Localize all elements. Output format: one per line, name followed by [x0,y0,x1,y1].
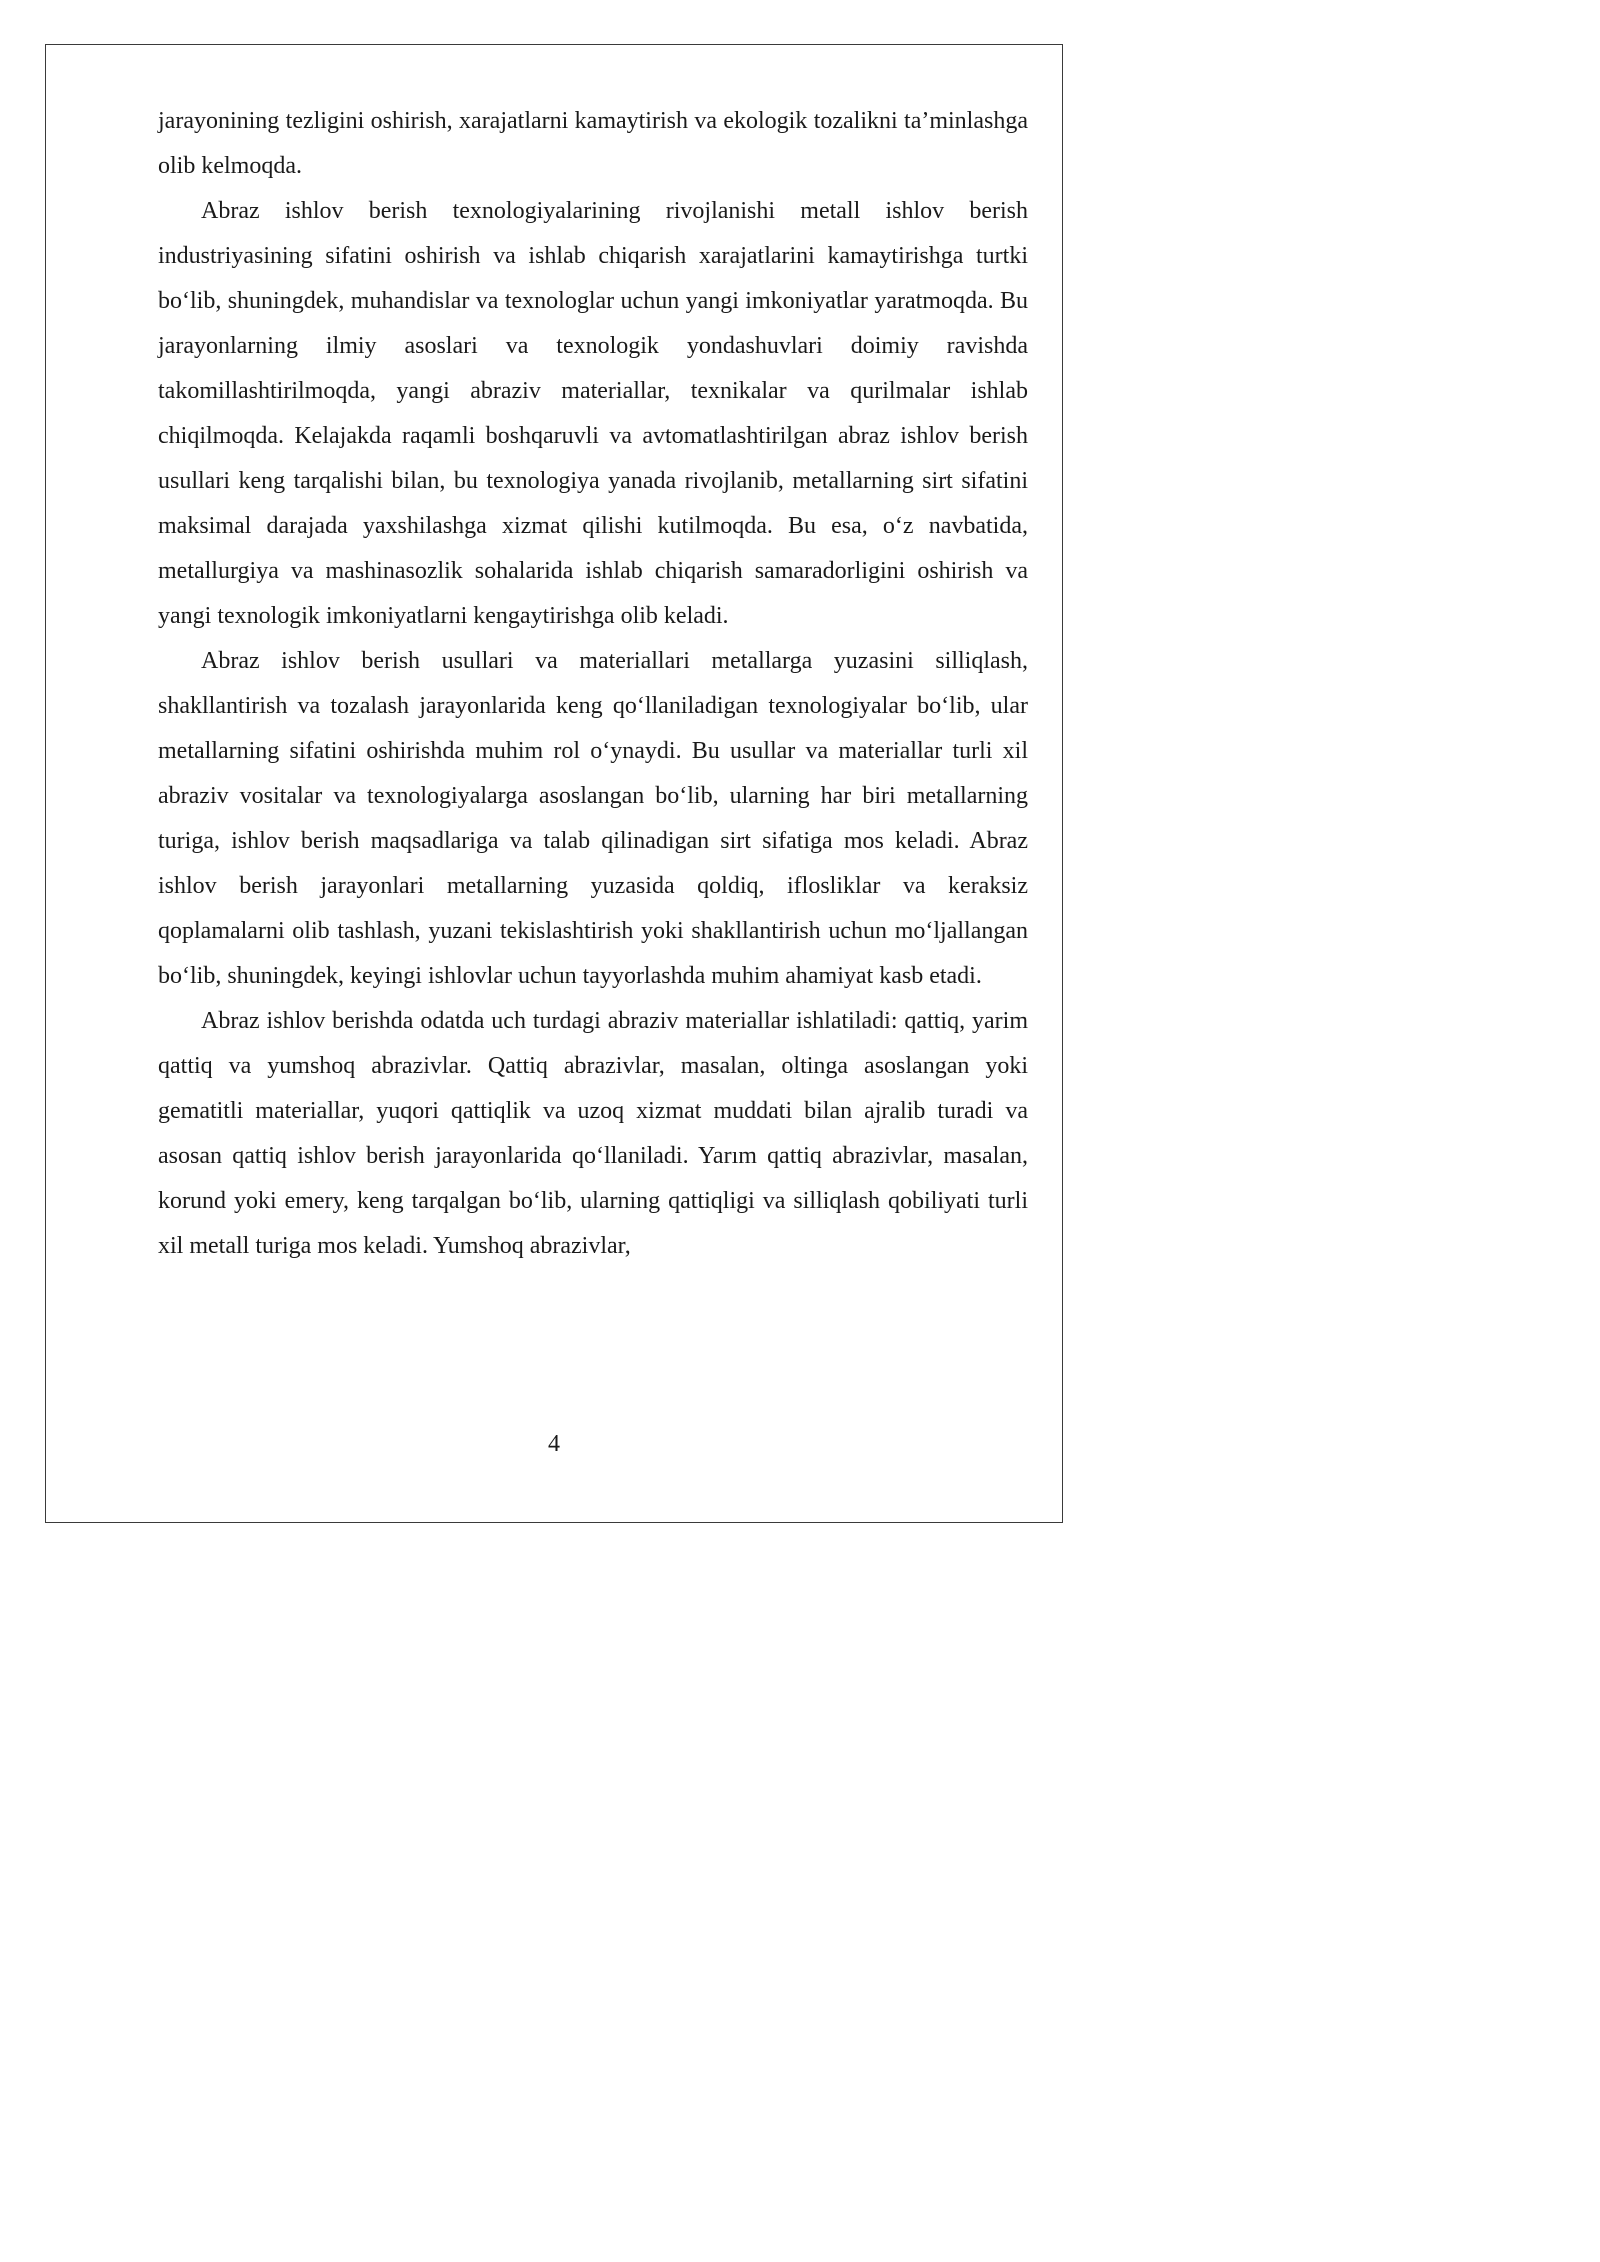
page-number: 4 [548,1431,560,1457]
paragraph: Abraz ishlov berish usullari va materiallari metallarga yuzasini silliqlash, shakllantirish va tozalash jarayonlarida keng qo‘llaniladigan texnologiyalar bo‘lib, ular metallarning sifatini oshirishda muhim rol o‘ynaydi. Bu usullar va materiallar turli xil abraziv vositalar va texnologiyalarga asoslangan bo‘lib, ularning har biri metallarning turiga, ishlov berish maqsadlariga va talab qilinadigan sirt sifatiga mos keladi. Abraz ishlov berish jarayonlari metallarning yuzasida qoldiq, iflosliklar va keraksiz qoplamalarni olib tashlash, yuzani tekislashtirish yoki shakllantirish uchun mo‘ljallangan bo‘lib, shuningdek, keyingi ishlovlar uchun tayyorlashda muhim ahamiyat kasb etadi. [158,648,1028,989]
body-text [158,99,1028,1269]
paragraph-continued: jarayonining tezligini oshirish, xarajatlarni kamaytirish va ekologik tozalikni ta’minlashga olib kelmoqda. [158,108,1028,179]
paragraph: Abraz ishlov berishda odatda uch turdagi abraziv materiallar ishlatiladi: qattiq, yarim qattiq va yumshoq abrazivlar. Qattiq abrazivlar, masalan, oltinga asoslangan yoki gematitli materiallar, yuqori qattiqlik va uzoq xizmat muddati bilan ajralib turadi va asosan qattiq ishlov berish jarayonlarida qo‘llaniladi. Yarım qattiq abrazivlar, masalan, korund yoki emery, keng tarqalgan bo‘lib, ularning qattiqligi va silliqlash qobiliyati turli xil metall turiga mos keladi. Yumshoq abrazivlar, [158,1008,1028,1259]
paragraph: Abraz ishlov berish texnologiyalarining rivojlanishi metall ishlov berish industriyasining sifatini oshirish va ishlab chiqarish xarajatlarini kamaytirishga turtki bo‘lib, shuningdek, muhandislar va texnologlar uchun yangi imkoniyatlar yaratmoqda. Bu jarayonlarning ilmiy asoslari va texnologik yondashuvlari doimiy ravishda takomillashtirilmoqda, yangi abraziv materiallar, texnikalar va qurilmalar ishlab chiqilmoqda. Kelajakda raqamli boshqaruvli va avtomatlashtirilgan abraz ishlov berish usullari keng tarqalishi bilan, bu texnologiya yanada rivojlanib, metallarning sirt sifatini maksimal darajada yaxshilashga xizmat qilishi kutilmoqda. Bu esa, o‘z navbatida, metallurgiya va mashinasozlik sohalarida ishlab chiqarish samaradorligini oshirish va yangi texnologik imkoniyatlarni kengaytirishga olib keladi. [158,198,1028,629]
